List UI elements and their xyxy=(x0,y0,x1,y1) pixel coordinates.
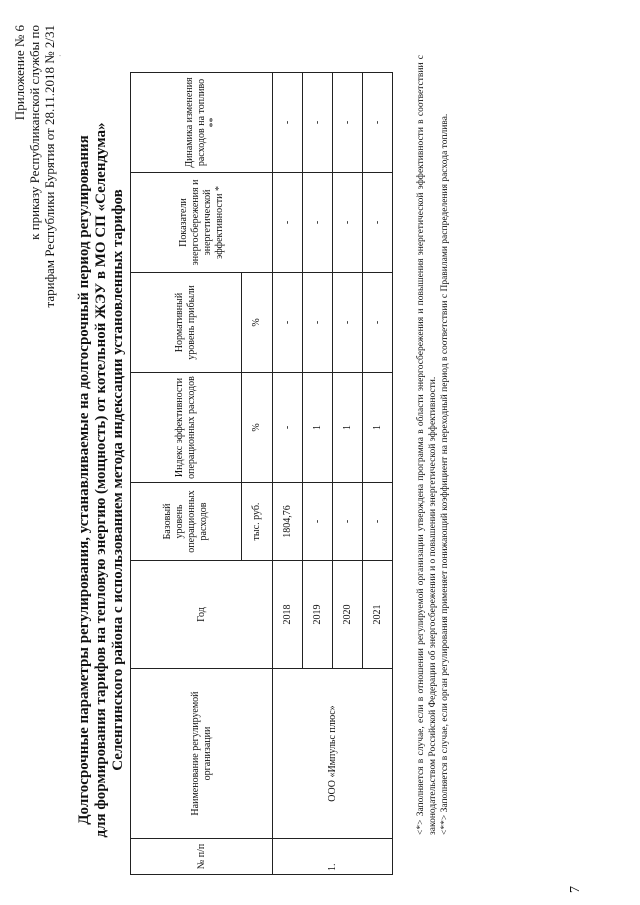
header-fuel: Динамика изменения расходов на топливо ** xyxy=(131,73,273,173)
cell-profit: - xyxy=(363,273,393,373)
parameters-table xyxy=(130,72,393,875)
row-number: 1. xyxy=(273,839,393,875)
header-profit: Нормативный уровень прибыли xyxy=(131,273,242,373)
cell-base: - xyxy=(303,483,333,561)
cell-base: - xyxy=(363,483,393,561)
cell-fuel: - xyxy=(333,73,363,173)
unit-base: тыс. руб. xyxy=(242,483,273,561)
cell-energy: - xyxy=(333,173,363,273)
cell-profit: - xyxy=(273,273,303,373)
cell-index: 1 xyxy=(363,373,393,483)
cell-profit: - xyxy=(303,273,333,373)
cell-fuel: - xyxy=(363,73,393,173)
header-index: Индекс эффективности операционных расходов xyxy=(131,373,242,483)
cell-energy: - xyxy=(273,173,303,273)
table-header-row xyxy=(131,73,242,875)
cell-year: 2020 xyxy=(333,561,363,669)
scan-mark: · xyxy=(56,54,65,57)
header-org: Наименование регулируемой организации xyxy=(131,669,273,839)
appendix-header xyxy=(12,25,57,465)
cell-index: 1 xyxy=(333,373,363,483)
cell-index: 1 xyxy=(303,373,333,483)
cell-base: 1804,76 xyxy=(273,483,303,561)
unit-profit: % xyxy=(242,273,273,373)
cell-fuel: - xyxy=(303,73,333,173)
document-title xyxy=(76,95,127,865)
title-line-3: Селенгинского района с использованием метода индексации установленных тарифов xyxy=(110,189,126,771)
cell-profit: - xyxy=(333,273,363,373)
title-line-1: Долгосрочные параметры регулирования, устанавливаемые на долгосрочный период регулирования xyxy=(76,135,92,825)
footnote-2: <**> Заполняется в случае, если орган регулирования применяет понижающий коэффициент на переходный период в соответствии с Правилами распределения расхода топлива. xyxy=(440,113,450,835)
footnote-1: <*> Заполняется в случае, если в отношении регулируемой организации утверждена программа в области энергосбережения и повышения энергетической эффективности в соответствии с законодательством Российской Федерации об энергосбережении и о повышении энергетической эффективности. xyxy=(416,55,438,835)
appendix-line-2: к приказу Республиканской службы по xyxy=(27,25,42,240)
page-number: 7 xyxy=(568,886,583,893)
cell-year: 2021 xyxy=(363,561,393,669)
org-name: ООО «Импульс плюс» xyxy=(273,669,393,839)
header-base: Базовый уровень операционных расходов xyxy=(131,483,242,561)
header-energy: Показатели энергосбережения и энергетической эффективности * xyxy=(131,173,273,273)
cell-energy: - xyxy=(363,173,393,273)
cell-energy: - xyxy=(303,173,333,273)
header-year: Год xyxy=(131,561,273,669)
cell-year: 2019 xyxy=(303,561,333,669)
cell-year: 2018 xyxy=(273,561,303,669)
title-line-2: для формирования тарифов на тепловую энергию (мощность) от котельной ЖЭУ в МО СП «Селендума» xyxy=(93,122,109,838)
cell-base: - xyxy=(333,483,363,561)
unit-index: % xyxy=(242,373,273,483)
cell-index: - xyxy=(273,373,303,483)
header-num: № п/п xyxy=(131,839,273,875)
appendix-line-1: Приложение № 6 xyxy=(12,25,27,121)
cell-fuel: - xyxy=(273,73,303,173)
table-row xyxy=(273,73,303,875)
appendix-line-3: тарифам Республики Бурятия от 28.11.2018 № 2/31 xyxy=(42,25,57,308)
footnotes xyxy=(415,55,451,835)
